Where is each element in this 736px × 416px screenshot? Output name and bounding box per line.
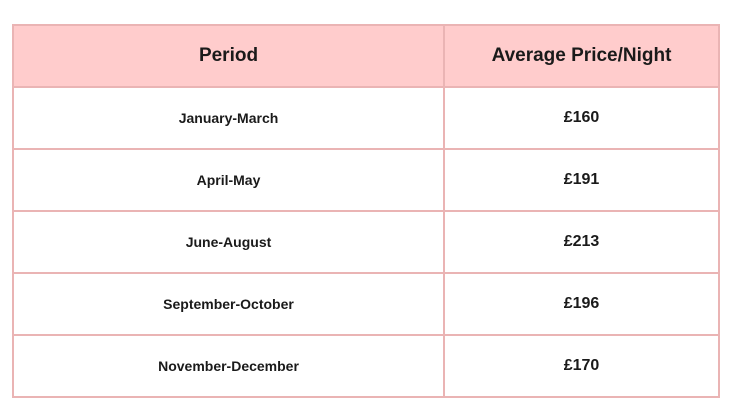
period-cell: November-December — [13, 335, 444, 397]
table-row — [13, 149, 719, 211]
price-cell: £160 — [444, 87, 719, 149]
price-table-container — [12, 24, 720, 398]
period-cell: June-August — [13, 211, 444, 273]
price-cell: £191 — [444, 149, 719, 211]
period-cell: January-March — [13, 87, 444, 149]
table-row — [13, 273, 719, 335]
table-row — [13, 211, 719, 273]
price-table — [12, 24, 720, 398]
period-cell: April-May — [13, 149, 444, 211]
table-row — [13, 335, 719, 397]
price-cell: £170 — [444, 335, 719, 397]
header-period: Period — [13, 25, 444, 87]
header-average-price: Average Price/Night — [444, 25, 719, 87]
period-cell: September-October — [13, 273, 444, 335]
header-row — [13, 25, 719, 87]
price-cell: £213 — [444, 211, 719, 273]
price-cell: £196 — [444, 273, 719, 335]
table-row — [13, 87, 719, 149]
